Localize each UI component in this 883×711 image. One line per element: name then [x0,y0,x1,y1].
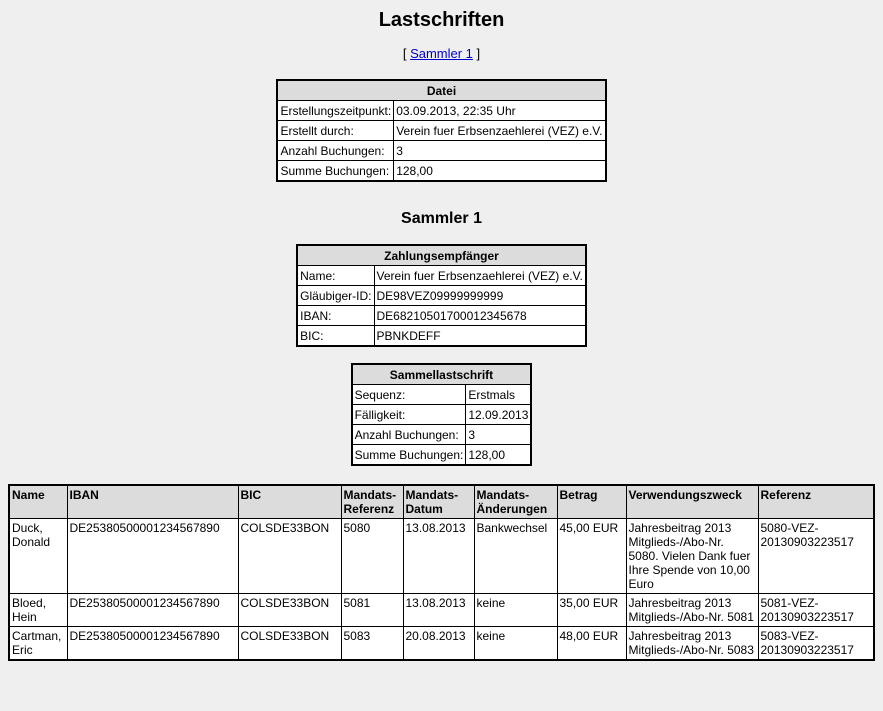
sammler-nav [0,46,883,64]
empfaenger-value: DE68210501700012345678 [374,306,586,326]
cell-mandats-datum: 13.08.2013 [403,519,474,594]
cell-verwendungszweck: Jahresbeitrag 2013 Mitglieds-/Abo-Nr. 5081 [626,594,758,627]
buchungen-header-row [9,485,874,519]
cell-mandats-referenz: 5080 [341,519,403,594]
cell-referenz: 5080-VEZ-20130903223517 [758,519,874,594]
datei-label: Anzahl Buchungen: [277,141,393,161]
sammel-label: Fälligkeit: [352,405,466,425]
table-row [9,627,874,661]
datei-label: Summe Buchungen: [277,161,393,182]
zahlungsempfaenger-header: Zahlungsempfänger [297,245,586,266]
cell-bic: COLSDE33BON [238,627,341,661]
col-header-mandats-aenderungen: Mandats-Änderungen [474,485,557,519]
sammel-label: Summe Buchungen: [352,445,466,466]
cell-mandats-referenz: 5083 [341,627,403,661]
cell-verwendungszweck: Jahresbeitrag 2013 Mitglieds-/Abo-Nr. 5080. Vielen Dank fuer Ihre Spende von 10,00 Euro [626,519,758,594]
empfaenger-value: Verein fuer Erbsenzaehlerei (VEZ) e.V. [374,266,586,286]
empfaenger-value: DE98VEZ09999999999 [374,286,586,306]
sammel-value: 128,00 [466,445,532,466]
col-header-betrag: Betrag [557,485,626,519]
cell-bic: COLSDE33BON [238,519,341,594]
datei-row [277,161,605,182]
col-header-bic: BIC [238,485,341,519]
table-row [9,594,874,627]
sammler-1-link[interactable]: Sammler 1 [410,46,473,61]
sammel-label: Sequenz: [352,385,466,405]
datei-value: 3 [394,141,606,161]
datei-value: Verein fuer Erbsenzaehlerei (VEZ) e.V. [394,121,606,141]
datei-label: Erstellungszeitpunkt: [277,101,393,121]
sammel-row [352,425,532,445]
sammler-title: Sammler 1 [401,210,482,227]
sammel-label: Anzahl Buchungen: [352,425,466,445]
cell-referenz: 5083-VEZ-20130903223517 [758,627,874,661]
empfaenger-value: PBNKDEFF [374,326,586,347]
nav-close-bracket: ] [476,46,481,61]
page-title: Lastschriften [378,9,505,31]
cell-mandats-datum: 13.08.2013 [403,594,474,627]
cell-bic: COLSDE33BON [238,594,341,627]
sammel-value: 3 [466,425,532,445]
cell-name: Cartman, Eric [9,627,67,661]
col-header-referenz: Referenz [758,485,874,519]
empfaenger-label: Gläubiger-ID: [297,286,374,306]
empfaenger-label: BIC: [297,326,374,347]
empfaenger-row [297,306,586,326]
datei-value: 03.09.2013, 22:35 Uhr [394,101,606,121]
sammellastschrift-header: Sammellastschrift [352,364,532,385]
datei-label: Erstellt durch: [277,121,393,141]
cell-mandats-referenz: 5081 [341,594,403,627]
cell-mandats-aenderungen: keine [474,627,557,661]
col-header-mandats-referenz: Mandats-Referenz [341,485,403,519]
empfaenger-row [297,326,586,347]
col-header-mandats-datum: Mandats-Datum [403,485,474,519]
sammel-row [352,385,532,405]
cell-iban: DE25380500001234567890 [67,627,238,661]
datei-header: Datei [277,80,605,101]
datei-row [277,141,605,161]
sammel-row [352,445,532,466]
cell-betrag: 45,00 EUR [557,519,626,594]
cell-iban: DE25380500001234567890 [67,594,238,627]
sammel-value: Erstmals [466,385,532,405]
buchungen-table [8,484,875,661]
datei-value: 128,00 [394,161,606,182]
table-row [9,519,874,594]
empfaenger-label: Name: [297,266,374,286]
cell-mandats-aenderungen: keine [474,594,557,627]
cell-name: Duck, Donald [9,519,67,594]
cell-verwendungszweck: Jahresbeitrag 2013 Mitglieds-/Abo-Nr. 5083 [626,627,758,661]
sammel-value: 12.09.2013 [466,405,532,425]
cell-iban: DE25380500001234567890 [67,519,238,594]
cell-mandats-datum: 20.08.2013 [403,627,474,661]
col-header-name: Name [9,485,67,519]
col-header-iban: IBAN [67,485,238,519]
sammellastschrift-table [351,363,533,466]
zahlungsempfaenger-table [296,244,587,347]
cell-betrag: 48,00 EUR [557,627,626,661]
empfaenger-row [297,286,586,306]
cell-mandats-aenderungen: Bankwechsel [474,519,557,594]
datei-row [277,101,605,121]
cell-referenz: 5081-VEZ-20130903223517 [758,594,874,627]
datei-table [276,79,606,182]
empfaenger-label: IBAN: [297,306,374,326]
sammel-row [352,405,532,425]
datei-row [277,121,605,141]
cell-betrag: 35,00 EUR [557,594,626,627]
col-header-verwendungszweck: Verwendungszweck [626,485,758,519]
empfaenger-row [297,266,586,286]
nav-open-bracket: [ [402,46,407,61]
cell-name: Bloed, Hein [9,594,67,627]
